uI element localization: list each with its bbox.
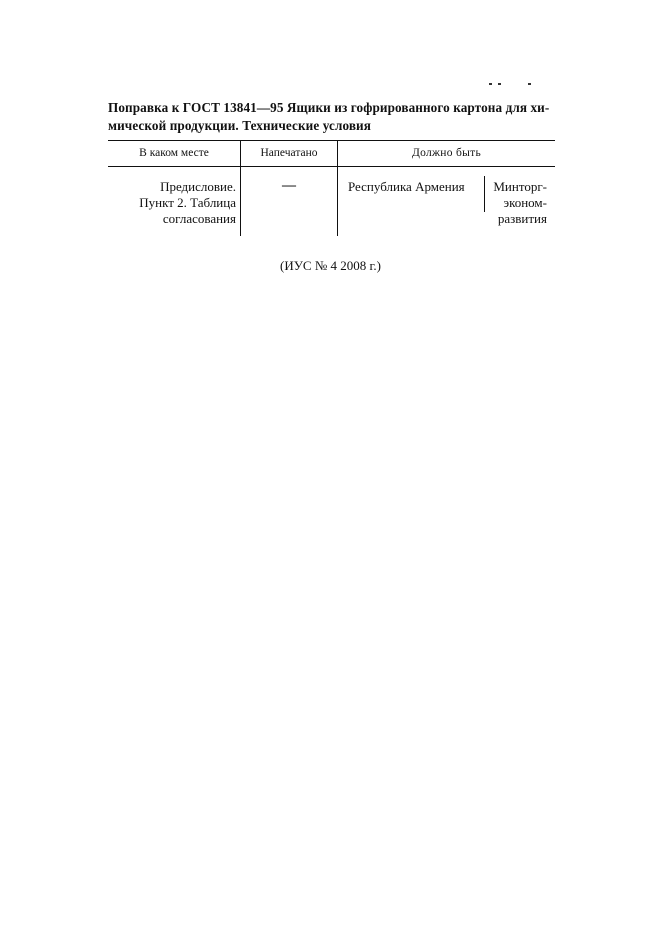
body-line-3: развития	[497, 211, 547, 226]
body-line-2: эконом-	[503, 195, 547, 210]
title-line-2: мической продукции. Технические условия	[108, 118, 371, 133]
body-line-1: Минторг-	[493, 179, 547, 194]
document-title	[108, 99, 556, 135]
place-line-1: Предисловие.	[160, 179, 236, 194]
column-header-should-be: Должно быть	[411, 147, 482, 159]
column-divider-3	[484, 176, 485, 212]
column-header-printed: Напечатано	[260, 147, 318, 159]
table-cell-should-be-body	[487, 179, 547, 227]
table-cell-place	[108, 179, 236, 227]
place-line-2: Пункт 2. Таблица	[139, 195, 236, 210]
table-header-rule	[108, 166, 555, 167]
table-top-rule	[108, 140, 555, 141]
scan-artifact-mark	[489, 83, 531, 87]
source-reference: (ИУС № 4 2008 г.)	[280, 258, 381, 273]
title-line-1: Поправка к ГОСТ 13841—95 Ящики из гофрированного картона для хи-	[108, 100, 550, 115]
table-cell-printed: —	[282, 178, 296, 193]
table-cell-should-be-country: Республика Армения	[348, 179, 465, 194]
place-line-3: согласования	[162, 211, 236, 226]
column-header-place: В каком месте	[139, 147, 209, 159]
